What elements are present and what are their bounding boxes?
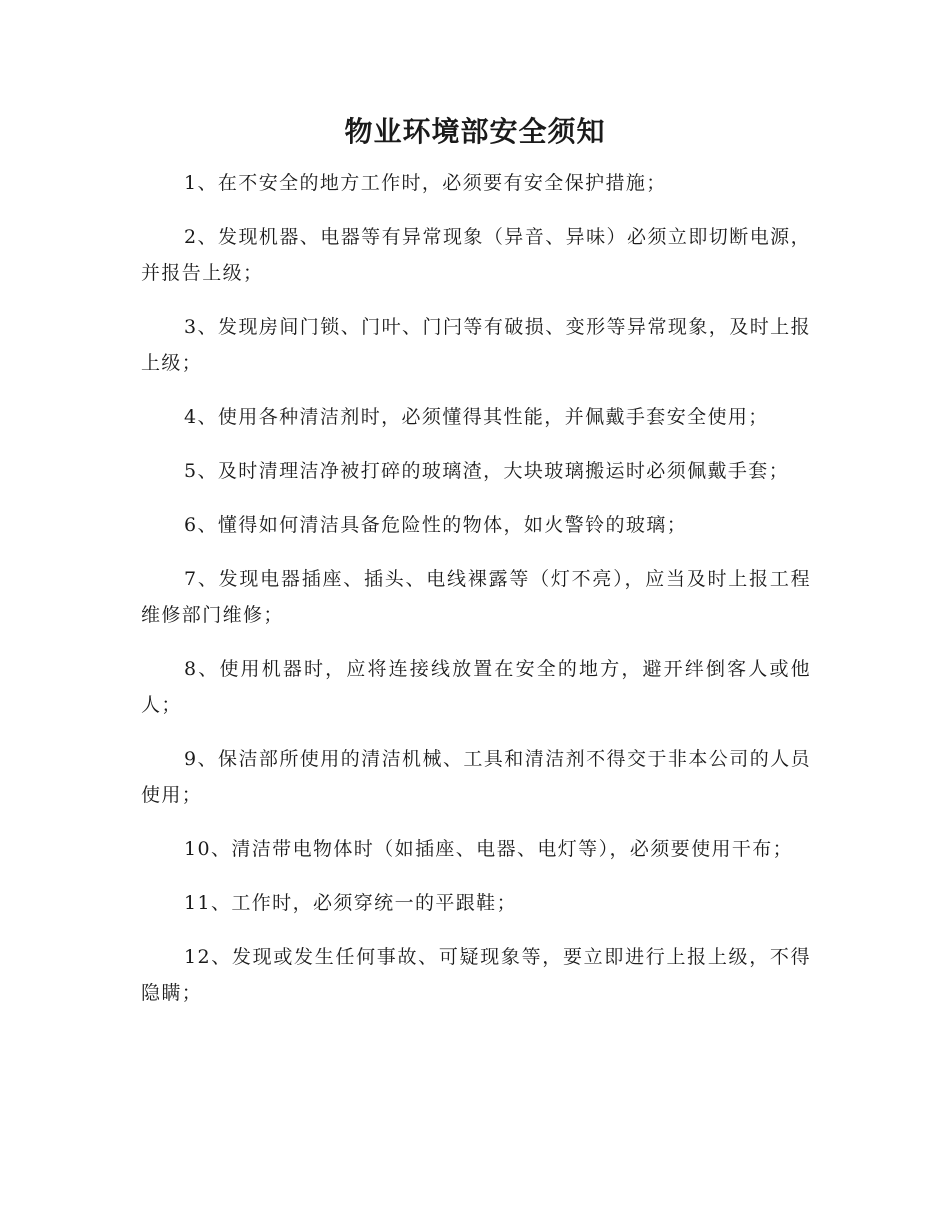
document-title: 物业环境部安全须知 [344, 115, 606, 148]
rule-item-6: 6、懂得如何清洁具备危险性的物体，如火警铃的玻璃； [184, 514, 688, 536]
rule-item-12: 12、发现或发生任何事故、可疑现象等，要立即进行上报上级，不得隐瞒； [141, 946, 811, 1004]
rule-item-11: 11、工作时，必须穿统一的平跟鞋； [184, 892, 517, 914]
rule-item-4: 4、使用各种清洁剂时，必须懂得其性能，并佩戴手套安全使用； [184, 406, 769, 428]
rule-item-8: 8、使用机器时，应将连接线放置在安全的地方，避开绊倒客人或他人； [141, 658, 811, 716]
document-body [141, 165, 811, 1029]
rule-item-3: 3、发现房间门锁、门叶、门闩等有破损、变形等异常现象，及时上报上级； [141, 316, 811, 374]
rule-item-5: 5、及时清理洁净被打碎的玻璃渣，大块玻璃搬运时必须佩戴手套； [184, 460, 790, 482]
rule-item-9: 9、保洁部所使用的清洁机械、工具和清洁剂不得交于非本公司的人员使用； [141, 748, 811, 806]
rule-item-10: 10、清洁带电物体时（如插座、电器、电灯等），必须要使用干布； [184, 838, 794, 860]
rule-item-1: 1、在不安全的地方工作时，必须要有安全保护措施； [184, 172, 667, 194]
rule-item-7: 7、发现电器插座、插头、电线裸露等（灯不亮），应当及时上报工程维修部门维修； [141, 568, 811, 626]
rule-item-2: 2、发现机器、电器等有异常现象（异音、异味）必须立即切断电源，并报告上级； [141, 226, 811, 284]
